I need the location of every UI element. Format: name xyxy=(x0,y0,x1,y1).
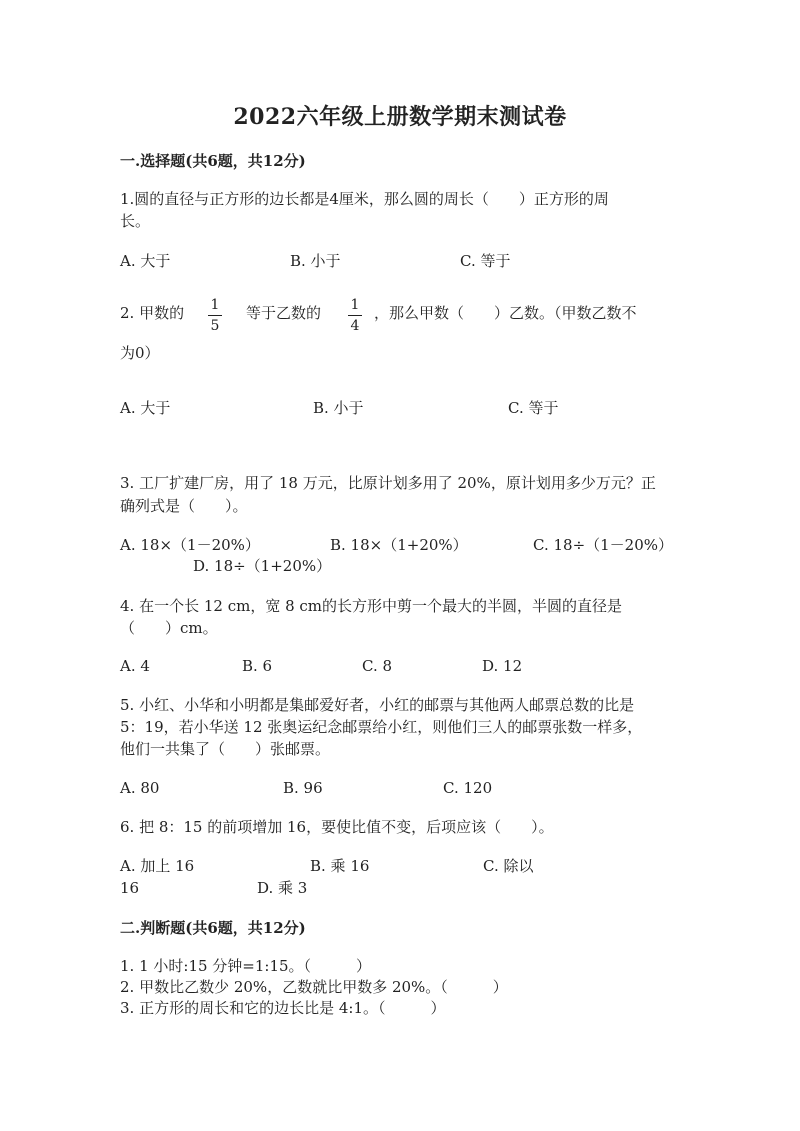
question-5-option-b: B. 96 xyxy=(283,779,323,797)
question-1-option-c: C. 等于 xyxy=(460,252,511,270)
fraction-2-numerator: 1 xyxy=(350,297,360,313)
question-5-line-2: 5：19，若小华送 12 张奥运纪念邮票给小红，则他们三人的邮票张数一样多， xyxy=(120,718,643,736)
question-4-line-2: （ ）cm。 xyxy=(120,619,218,637)
fraction-2-denominator: 4 xyxy=(350,318,360,334)
section-heading-multiple-choice: 一.选择题(共6题，共12分) xyxy=(120,152,306,170)
question-3-option-a: A. 18×（1－20%） xyxy=(120,536,260,554)
question-1-option-a: A. 大于 xyxy=(120,252,171,270)
question-2-option-a: A. 大于 xyxy=(120,399,171,417)
judgement-item-3: 3. 正方形的周长和它的边长比是 4:1。（ ） xyxy=(120,999,446,1017)
question-6-line-1: 6. 把 8：15 的前项增加 16，要使比值不变，后项应该（ ）。 xyxy=(120,818,554,836)
question-1-line-1: 1.圆的直径与正方形的边长都是4厘米，那么圆的周长（ ）正方形的周 xyxy=(120,190,609,208)
question-2-text-part-2: 等于乙数的 xyxy=(246,304,322,322)
question-2-line-2: 为0） xyxy=(120,344,160,362)
question-4-option-c: C. 8 xyxy=(362,657,393,675)
judgement-item-1: 1. 1 小时:15 分钟=1:15。（ ） xyxy=(120,957,372,975)
question-3-option-c: C. 18÷（1－20%） xyxy=(533,536,674,554)
fraction-1-denominator: 5 xyxy=(210,318,220,334)
question-6-option-b: B. 乘 16 xyxy=(310,857,370,875)
question-2-text-part-1: 2. 甲数的 xyxy=(120,304,185,322)
question-2-option-c: C. 等于 xyxy=(508,399,559,417)
question-4-line-1: 4. 在一个长 12 cm，宽 8 cm的长方形中剪一个最大的半圆，半圆的直径是 xyxy=(120,597,623,615)
question-6-option-a: A. 加上 16 xyxy=(120,857,195,875)
section-heading-true-false: 二.判断题(共6题，共12分) xyxy=(120,919,306,937)
question-5-option-c: C. 120 xyxy=(443,779,493,797)
question-6-option-c: C. 除以 xyxy=(483,857,534,875)
question-3-line-2: 确列式是（ ）。 xyxy=(120,497,248,515)
question-6-option-c-continued: 16 xyxy=(120,879,140,897)
page-title: 2022六年级上册数学期末测试卷 xyxy=(233,104,567,130)
fraction-one-fourth xyxy=(345,296,365,335)
fraction-one-fifth xyxy=(205,296,225,335)
question-3-option-b: B. 18×（1+20%） xyxy=(330,536,468,554)
question-3-option-d: D. 18÷（1+20%） xyxy=(193,557,332,575)
question-4-option-b: B. 6 xyxy=(242,657,273,675)
fraction-2-bar xyxy=(348,315,362,316)
question-1-option-b: B. 小于 xyxy=(290,252,341,270)
judgement-item-2: 2. 甲数比乙数少 20%，乙数就比甲数多 20%。（ ） xyxy=(120,978,508,996)
question-5-line-1: 5. 小红、小华和小明都是集邮爱好者，小红的邮票与其他两人邮票总数的比是 xyxy=(120,696,635,714)
fraction-1-numerator: 1 xyxy=(210,297,220,313)
question-3-line-1: 3. 工厂扩建厂房，用了 18 万元，比原计划多用了 20%，原计划用多少万元？正 xyxy=(120,474,656,492)
question-5-line-3: 他们一共集了（ ）张邮票。 xyxy=(120,740,331,758)
question-1-line-2: 长。 xyxy=(120,212,151,230)
question-2-option-b: B. 小于 xyxy=(313,399,364,417)
question-2-text-part-3: ，那么甲数（ ）乙数。（甲数乙数不 xyxy=(374,304,637,322)
question-6-option-d: D. 乘 3 xyxy=(257,879,308,897)
question-4-option-d: D. 12 xyxy=(482,657,523,675)
fraction-1-bar xyxy=(208,315,222,316)
question-5-option-a: A. 80 xyxy=(120,779,160,797)
question-4-option-a: A. 4 xyxy=(120,657,150,675)
